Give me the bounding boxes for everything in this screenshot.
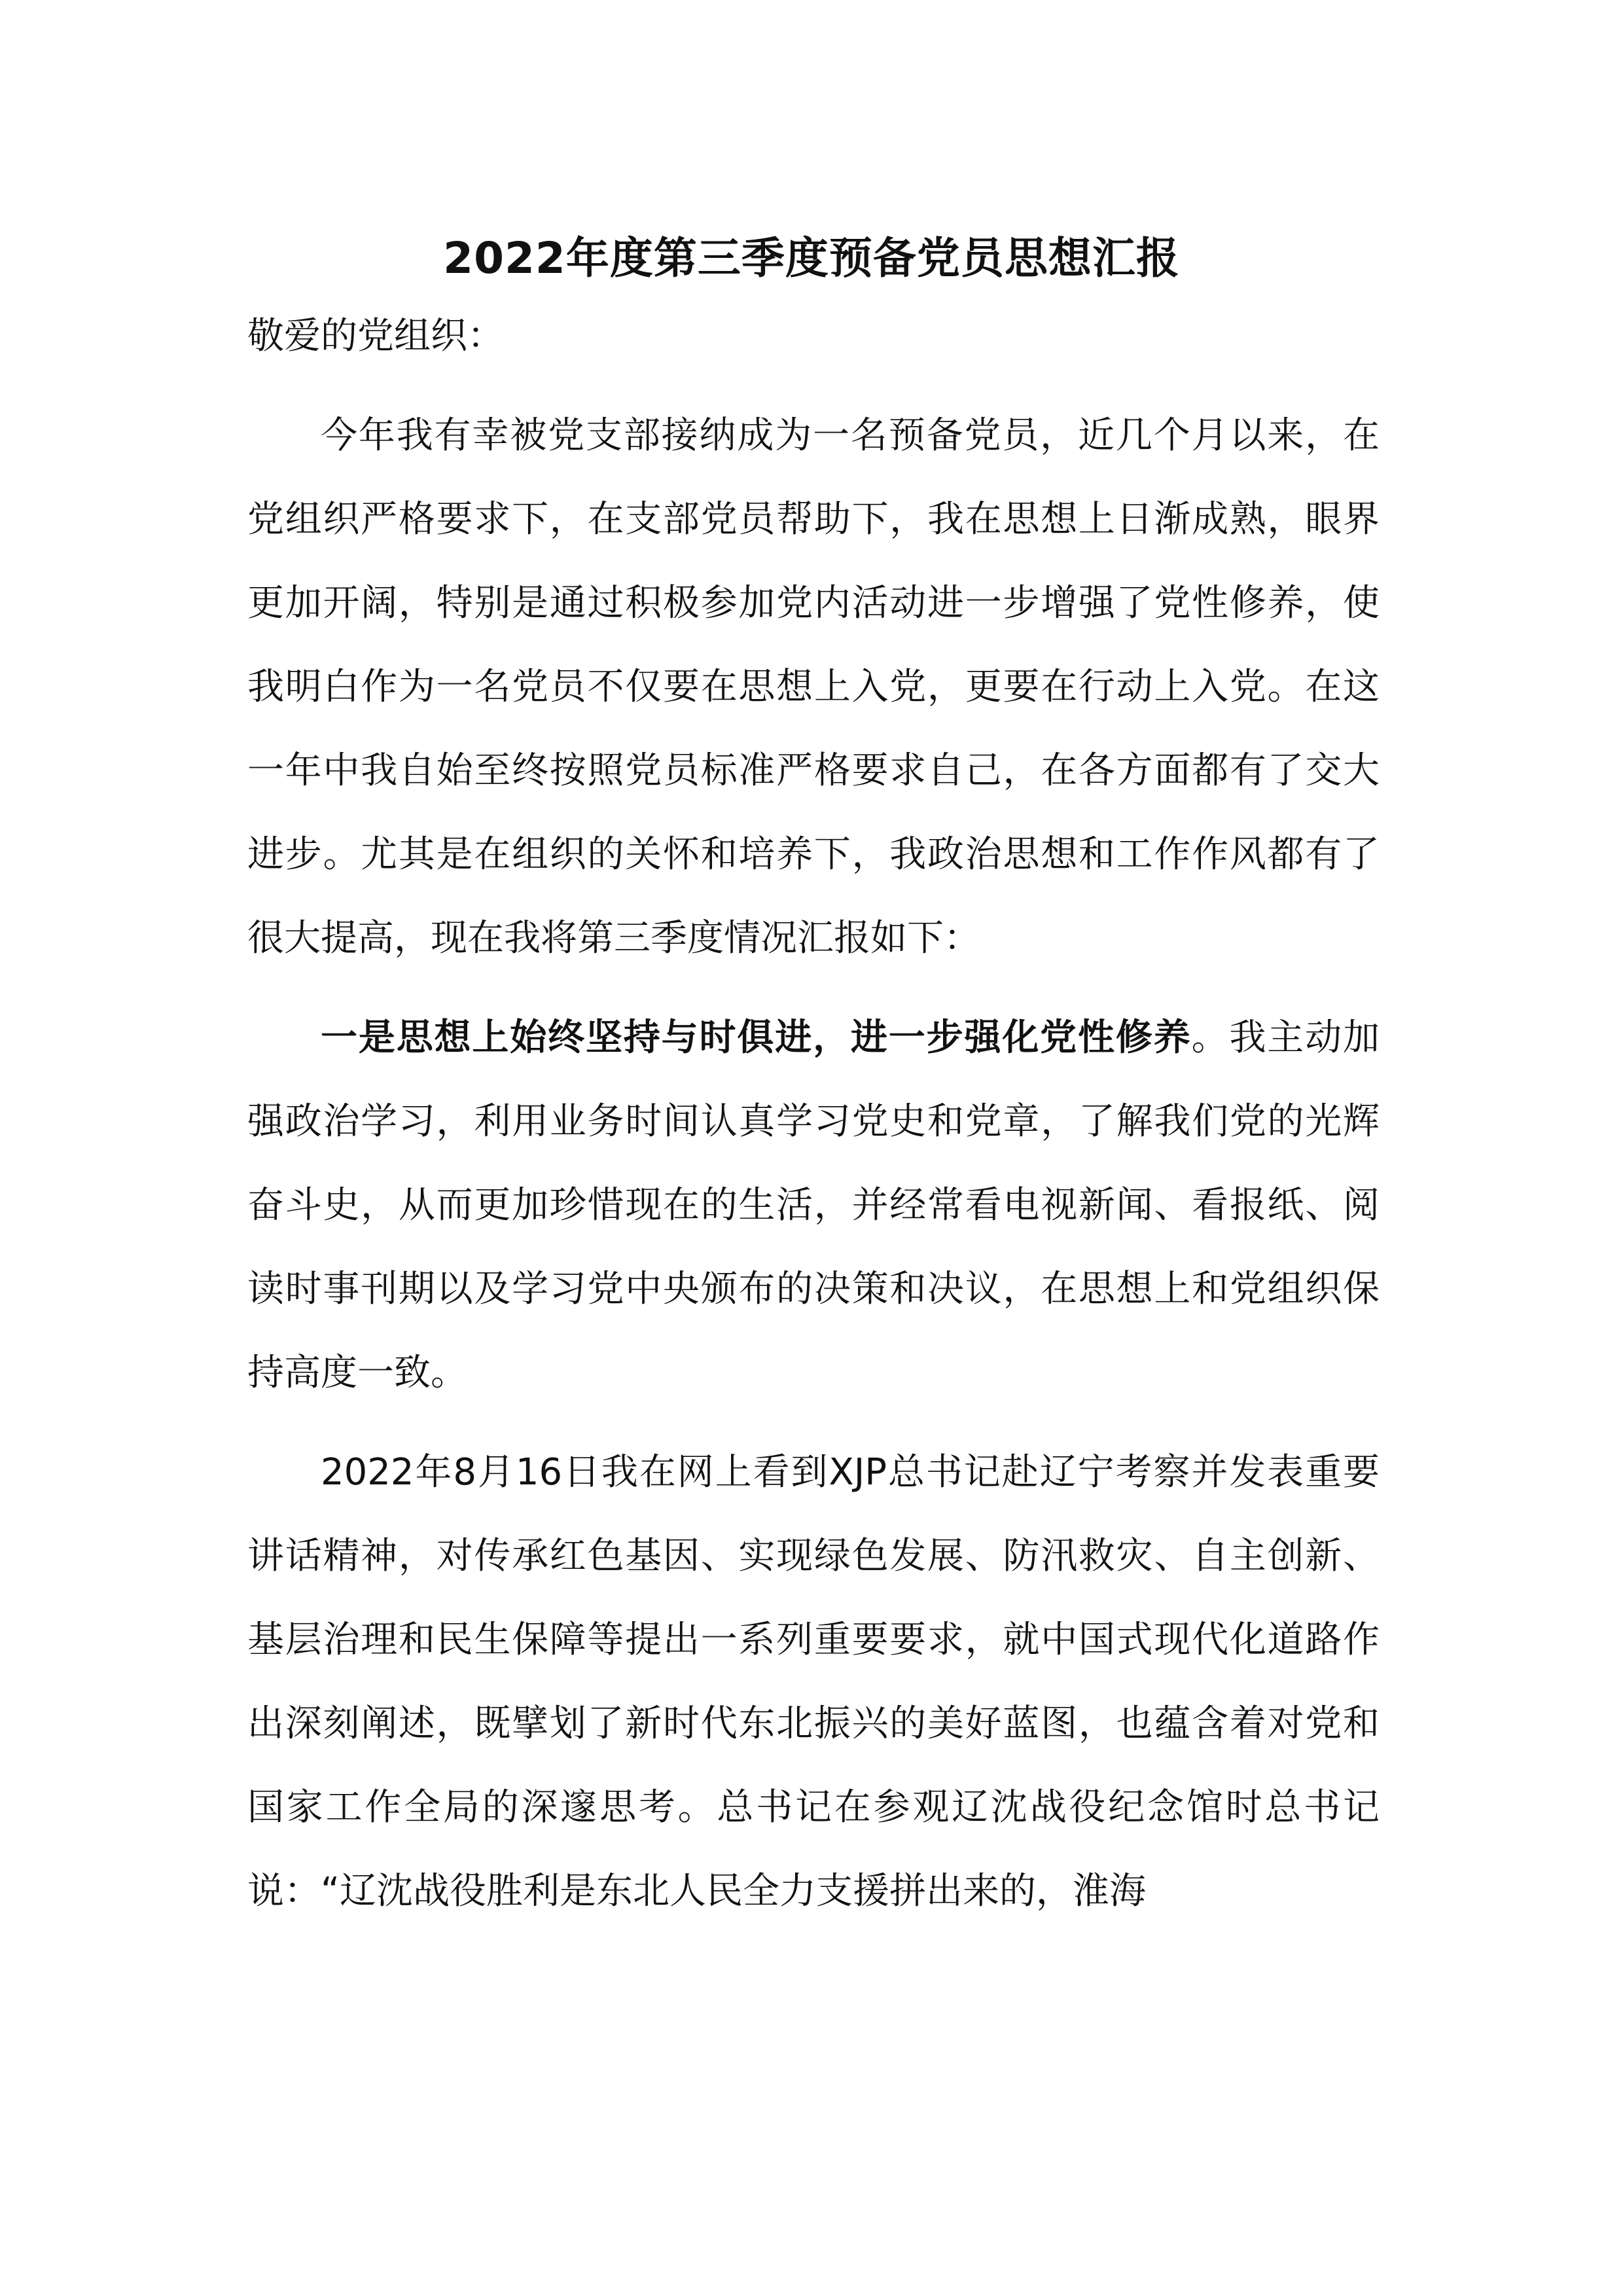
point-one-heading: 一是思想上始终坚持与时俱进，进一步强化党性修养 [321, 1016, 1192, 1059]
document-title: 2022年度第三季度预备党员思想汇报 [443, 233, 1180, 283]
paragraph-intro: 今年我有幸被党支部接纳成为一名预备党员，近几个月以来，在党组织严格要求下，在支部党员帮助下，我在思想上日渐成熟，眼界更加开阔，特别是通过积极参加党内活动进一步增强了党性修养，使我明白作为一名党员不仅要在思想上入党，更要在行动上入党。在这一年中我自始至终按照党员标准严格要求自己，在各方面都有了交大进步。尤其是在组织的关怀和培养下，我政治思想和工作作风都有了很大提高，现在我将第三季度情况汇报如下： [247, 414, 1380, 960]
salutation: 敬爱的党组织： [247, 315, 504, 357]
paragraph-inspection: 2022年8月16日我在网上看到XJP总书记赴辽宁考察并发表重要讲话精神，对传承红色基因、实现绿色发展、防汛救灾、自主创新、基层治理和民生保障等提出一系列重要要求，就中国式现代化道路作出深刻阐述，既擘划了新时代东北振兴的美好蓝图，也蕴含着对党和国家工作全局的深邃思考。总书记在参观辽沈战役纪念馆时总书记说：“辽沈战役胜利是东北人民全力支援拼出来的，淮海 [247, 1451, 1380, 1912]
point-one-body: 。我主动加强政治学习，利用业务时间认真学习党史和党章，了解我们党的光辉奋斗史，从而更加珍惜现在的生活，并经常看电视新闻、看报纸、阅读时事刊期以及学习党中央颁布的决策和决议，在思想上和党组织保持高度一致。 [247, 1016, 1380, 1394]
document-body [247, 295, 1380, 1949]
paragraph-point-one [247, 996, 1380, 1415]
